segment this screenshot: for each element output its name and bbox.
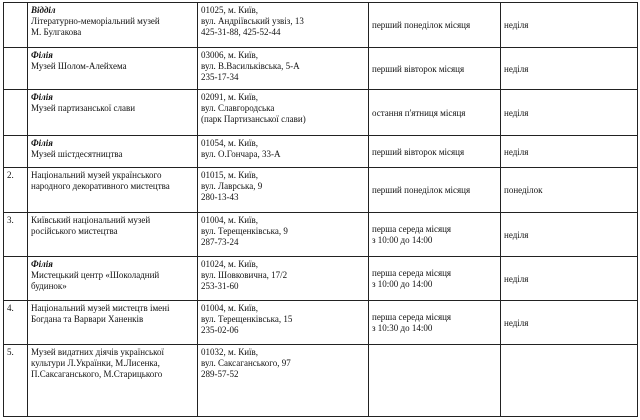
museum-name-cell xyxy=(28,48,198,90)
address-cell xyxy=(198,345,369,417)
address-line: (парк Партизанської слави) xyxy=(201,114,306,124)
free-day-cell xyxy=(369,345,501,417)
museum-name-line: Літературно-меморіальний музей xyxy=(31,16,160,26)
address-cell xyxy=(198,48,369,90)
address-line: 235-02-06 xyxy=(201,325,239,335)
row-number: 4. xyxy=(4,301,28,345)
free-day-line: перша середа місяця xyxy=(372,224,452,234)
day-off-cell: неділя xyxy=(501,213,638,257)
day-off-cell: неділя xyxy=(501,301,638,345)
museum-name-line: культури Л.Українки, М.Лисенка, xyxy=(31,358,160,368)
free-day-line: з 10:30 до 14:00 xyxy=(372,323,433,333)
address-line: 289-57-52 xyxy=(201,369,239,379)
address-line: 01004, м. Київ, xyxy=(201,215,259,225)
day-off-cell: неділя xyxy=(501,136,638,168)
branch-label: Філія xyxy=(31,259,53,269)
table-row xyxy=(4,90,638,136)
address-cell xyxy=(198,257,369,301)
museum-name-cell xyxy=(28,90,198,136)
row-number: 2. xyxy=(4,168,28,213)
address-line: вул. Андріївський узвіз, 13 xyxy=(201,16,304,26)
address-line: 235-17-34 xyxy=(201,72,239,82)
address-cell xyxy=(198,168,369,213)
free-day-cell xyxy=(369,48,501,90)
museum-name-line: Мистецький центр «Шоколадний xyxy=(31,270,160,280)
address-cell xyxy=(198,136,369,168)
address-line: 03006, м. Київ, xyxy=(201,50,259,60)
museum-name-line: народного декоративного мистецтва xyxy=(31,181,170,191)
row-number xyxy=(4,90,28,136)
free-day-line: перший вівторок місяця xyxy=(372,146,465,157)
museum-name-line: російського мистецтва xyxy=(31,226,118,236)
table-row xyxy=(4,48,638,90)
free-day-line: остання п'ятниця місяця xyxy=(372,107,466,118)
free-day-line: з 10:00 до 14:00 xyxy=(372,235,433,245)
row-number: 3. xyxy=(4,213,28,257)
day-off-cell: неділя xyxy=(501,90,638,136)
row-number xyxy=(4,48,28,90)
day-off-cell: неділя xyxy=(501,257,638,301)
table-row xyxy=(4,168,638,213)
row-number xyxy=(4,257,28,301)
museum-name-line: Національний музей мистецтв імені xyxy=(31,303,170,313)
table-row xyxy=(4,345,638,417)
address-line: 01015, м. Київ, xyxy=(201,170,259,180)
free-day-line: перший понеділок місяця xyxy=(372,185,471,195)
branch-label: Філія xyxy=(31,92,53,102)
branch-label: Філія xyxy=(31,138,53,148)
address-line: вул. Лаврська, 9 xyxy=(201,181,263,191)
address-line: 01025, м. Київ, xyxy=(201,5,259,15)
branch-label: Філія xyxy=(31,50,53,60)
free-day-cell xyxy=(369,136,501,168)
museum-name-cell xyxy=(28,136,198,168)
address-line: 01004, м. Київ, xyxy=(201,303,259,313)
table-row xyxy=(4,136,638,168)
address-line: вул. Терещенківська, 15 xyxy=(201,314,293,324)
address-line: 253-31-60 xyxy=(201,281,239,291)
museum-name-cell xyxy=(28,257,198,301)
address-cell xyxy=(198,213,369,257)
museum-name-cell xyxy=(28,168,198,213)
branch-label: Відділ xyxy=(31,5,56,15)
address-line: 01032, м. Київ, xyxy=(201,347,259,357)
free-day-line: перша середа місяця xyxy=(372,268,452,278)
address-line: вул. Терещенківська, 9 xyxy=(201,226,288,236)
free-day-cell xyxy=(369,301,501,345)
free-day-cell xyxy=(369,90,501,136)
museum-name-line: Музей партизанської слави xyxy=(31,103,136,113)
museum-name-cell xyxy=(28,301,198,345)
museum-name-line: Київський національний музей xyxy=(31,215,151,225)
museum-name-line: М. Булгакова xyxy=(31,27,82,37)
free-day-cell xyxy=(369,3,501,48)
free-day-cell xyxy=(369,213,501,257)
free-day-cell xyxy=(369,168,501,213)
address-line: 425-31-88, 425-52-44 xyxy=(201,27,281,37)
museums-table-body xyxy=(4,3,638,417)
table-row xyxy=(4,301,638,345)
museum-name-cell xyxy=(28,345,198,417)
address-line: вул. Саксаганського, 97 xyxy=(201,358,291,368)
day-off-cell: неділя xyxy=(501,3,638,48)
free-day-line: перша середа місяця xyxy=(372,312,452,322)
museum-name-line: Музей Шолом-Алейхема xyxy=(31,61,127,71)
museum-name-line: Богдана та Варвари Ханенків xyxy=(31,314,144,324)
address-line: 01024, м. Київ, xyxy=(201,259,259,269)
free-day-line: перший понеділок місяця xyxy=(372,20,471,30)
address-line: 02091, м. Київ, xyxy=(201,92,259,102)
free-day-line: перший вівторок місяця xyxy=(372,63,465,74)
table-row xyxy=(4,257,638,301)
table-row xyxy=(4,3,638,48)
address-line: вул. Славгородська xyxy=(201,103,275,113)
address-line: 01054, м. Київ, xyxy=(201,138,259,148)
day-off-cell: неділя xyxy=(501,48,638,90)
table-row xyxy=(4,213,638,257)
row-number: 5. xyxy=(4,345,28,417)
address-line: вул. Шовковична, 17/2 xyxy=(201,270,288,280)
address-line: вул. О.Гончара, 33-А xyxy=(201,149,281,159)
museum-name-cell xyxy=(28,3,198,48)
row-number xyxy=(4,136,28,168)
address-cell xyxy=(198,90,369,136)
free-day-line: з 10:00 до 14:00 xyxy=(372,279,433,289)
address-cell xyxy=(198,301,369,345)
museum-name-line: Музей видатних діячів української xyxy=(31,347,165,357)
museum-name-cell xyxy=(28,213,198,257)
row-number xyxy=(4,3,28,48)
museum-name-line: Національний музей українського xyxy=(31,170,162,180)
address-line: вул. В.Васильківська, 5-А xyxy=(201,61,300,71)
museum-name-line: Музей шістдесятництва xyxy=(31,149,123,159)
address-line: 280-13-43 xyxy=(201,192,239,202)
address-line: 287-73-24 xyxy=(201,237,239,247)
day-off-cell xyxy=(501,345,638,417)
museum-name-line: П.Саксаганського, М.Старицького xyxy=(31,369,163,379)
address-cell xyxy=(198,3,369,48)
day-off-cell: понеділок xyxy=(501,168,638,213)
free-day-cell xyxy=(369,257,501,301)
museums-table xyxy=(3,2,638,417)
museum-name-line: будинок» xyxy=(31,281,67,291)
